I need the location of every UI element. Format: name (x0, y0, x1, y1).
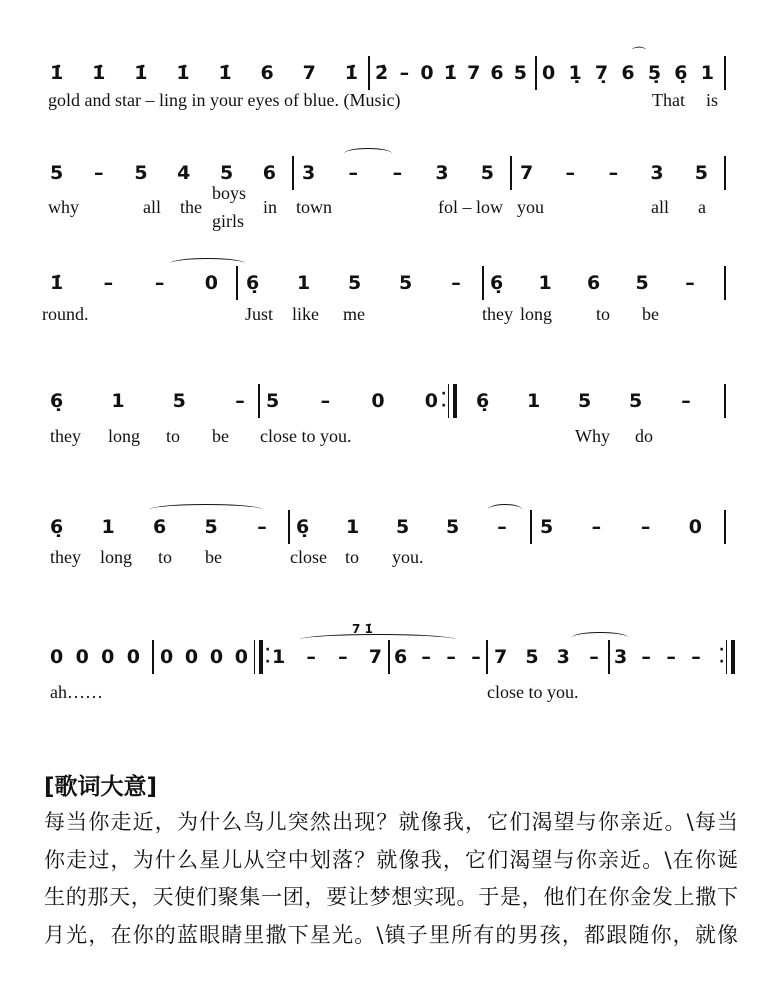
note: 6̣ (674, 62, 688, 84)
lyric: they (50, 547, 81, 567)
measure (50, 60, 358, 86)
note: 1 (527, 390, 541, 412)
paragraph-line: 生的那天，天使们聚集一团，要让梦想实现。于是，他们在你金发上撒下 (44, 885, 738, 909)
note: 5 (219, 162, 234, 184)
lyric: ah…… (50, 682, 103, 702)
note: 0 (688, 516, 702, 538)
note: – (446, 646, 456, 668)
note: 4 (177, 162, 191, 184)
note: – (399, 62, 410, 84)
barline (388, 640, 390, 674)
note: 5 (525, 646, 539, 668)
tie-slur (300, 634, 455, 645)
barline (152, 640, 154, 674)
note: 1̣ (568, 62, 582, 84)
lyric: be (205, 547, 222, 567)
note: 6 (262, 162, 276, 184)
note: 6̣ (296, 516, 310, 538)
barline (292, 156, 294, 190)
measure (540, 514, 702, 540)
note: 3 (614, 646, 628, 668)
note: 0 (209, 646, 224, 668)
measure (296, 514, 508, 540)
note: 5 (266, 390, 280, 412)
measure (50, 270, 218, 296)
note: 1 (111, 390, 125, 412)
lyric: all (651, 197, 669, 217)
note: – (103, 272, 114, 294)
barline (724, 510, 726, 544)
measure (50, 388, 246, 414)
note: 5 (396, 516, 410, 538)
note: 7 (302, 62, 316, 84)
paragraph-line: 每当你走近，为什么鸟儿突然出现？就像我，它们渴望与你亲近。\每当 (44, 810, 738, 834)
lyric: long (100, 547, 133, 567)
note: – (589, 646, 599, 668)
note: 6 (490, 62, 504, 84)
note: 1̇ (92, 62, 106, 84)
barline (482, 266, 484, 300)
lyric: to (166, 426, 181, 446)
note: 5 (513, 62, 527, 84)
measure (520, 160, 708, 186)
note: 6 (260, 62, 274, 84)
note: 1̇ (443, 62, 457, 84)
score-system (0, 506, 772, 606)
barline (535, 56, 537, 90)
lyric: Just (245, 304, 274, 324)
note: 1 (101, 516, 115, 538)
note: 6 (621, 62, 635, 84)
repeat-barline (448, 384, 457, 418)
lyric: to (596, 304, 611, 324)
barline (258, 384, 260, 418)
tie-slur (572, 632, 628, 643)
note: – (471, 646, 481, 668)
note: 3 (302, 162, 316, 184)
note: 1̇ (50, 62, 64, 84)
measure (490, 270, 696, 296)
tie-slur (488, 504, 522, 515)
note: 6̣ (490, 272, 504, 294)
lyric: girls (212, 211, 245, 231)
note: – (451, 272, 461, 294)
measure (476, 388, 692, 414)
lyric: do (635, 426, 653, 446)
measure (542, 60, 714, 86)
note: 6̣ (246, 272, 260, 294)
note: 6̣ (50, 516, 64, 538)
tie-slur (170, 258, 245, 269)
note: – (591, 516, 602, 538)
lyrics-meaning-title: [歌词大意] (44, 774, 158, 800)
lyric: long (108, 426, 141, 446)
note: 0 (371, 390, 385, 412)
lyric: they (482, 304, 513, 324)
measure (394, 644, 482, 670)
lyric: why (48, 197, 79, 217)
note: 1 (700, 62, 714, 84)
lyric: like (292, 304, 319, 324)
fermata-icon: ⌒ (632, 48, 646, 63)
score-system (0, 622, 772, 736)
note: 1̇ (344, 62, 358, 84)
lyric: close to you. (260, 426, 352, 446)
note: 6 (153, 516, 167, 538)
note: 5 (635, 272, 649, 294)
note: 7 (520, 162, 534, 184)
note: 5 (204, 516, 218, 538)
lyric: you (517, 197, 544, 217)
lyric: to (345, 547, 360, 567)
note: – (421, 646, 431, 668)
note: 0 (160, 646, 174, 668)
lyric: fol – low (438, 197, 503, 217)
measure (272, 644, 382, 670)
note: – (691, 646, 701, 668)
note: 0 (101, 646, 115, 668)
lyric: gold and star – ling in your eyes of blue. (Music) (48, 90, 401, 110)
lyric: long (520, 304, 553, 324)
measure (494, 644, 600, 670)
lyric: close (290, 547, 327, 567)
note: 3 (556, 646, 570, 668)
note: 5 (629, 390, 643, 412)
barline (724, 384, 726, 418)
paragraph-line: 你走过，为什么星儿从空中划落？就像我，它们渴望与你亲近。\在你诞 (44, 847, 738, 872)
repeat-barline (726, 640, 735, 674)
note: 1̇ (218, 62, 232, 84)
lyric: be (212, 426, 229, 446)
note: 5 (348, 272, 362, 294)
note: 0 (542, 62, 556, 84)
note: 5 (578, 390, 592, 412)
lyric: is (706, 90, 719, 110)
note: 5 (540, 516, 554, 538)
lyric: be (642, 304, 659, 324)
note: 6̣ (50, 390, 64, 412)
note: 3 (435, 162, 449, 184)
barline (368, 56, 370, 90)
barline (608, 640, 610, 674)
note: 7 (494, 646, 508, 668)
note: 6 (587, 272, 601, 294)
note: 5 (446, 516, 460, 538)
note: 1̇ (134, 62, 148, 84)
note: 5 (399, 272, 413, 294)
barline (486, 640, 488, 674)
note: – (608, 162, 619, 184)
note: 1 (272, 646, 286, 668)
note: 5̣ (647, 62, 662, 84)
measure (50, 644, 140, 670)
lyric: in (263, 197, 278, 217)
lyric: me (343, 304, 365, 324)
note: – (641, 646, 651, 668)
barline (724, 56, 726, 90)
repeat-barline (254, 640, 263, 674)
note: – (348, 162, 359, 184)
measure (375, 60, 527, 86)
score-system (0, 380, 772, 480)
repeat-dots: · · (265, 642, 271, 670)
note: – (640, 516, 651, 538)
note: – (94, 162, 104, 184)
measure (160, 644, 248, 670)
note: 3 (650, 162, 664, 184)
grace-notes: 7 1̇ (352, 622, 373, 636)
note: – (154, 272, 165, 294)
note: – (392, 162, 403, 184)
note: 1 (297, 272, 311, 294)
note: 1 (538, 272, 552, 294)
note: 0 (420, 62, 434, 84)
lyric: to (158, 547, 173, 567)
note: 5 (134, 162, 148, 184)
note: – (681, 390, 691, 412)
repeat-dots: · · (441, 386, 447, 414)
measure (302, 160, 494, 186)
note: 6̣ (476, 390, 490, 412)
note: 5 (480, 162, 494, 184)
note: – (235, 390, 245, 412)
score-system (0, 48, 772, 152)
lyric: all (143, 197, 161, 217)
measure (246, 270, 462, 296)
repeat-dots: · · (719, 642, 725, 670)
note: 0 (204, 272, 218, 294)
note: 5 (694, 162, 708, 184)
lyric: you. (392, 547, 424, 567)
note: 0 (234, 646, 248, 668)
paragraph-line: 月光，在你的蓝眼睛里撒下星光。\镇子里所有的男孩，都跟随你，就像 (44, 922, 738, 947)
lyric: boys (212, 183, 247, 203)
note: 1̇ (176, 62, 190, 84)
measure (50, 514, 268, 540)
score-system (0, 262, 772, 362)
note: 5 (50, 162, 64, 184)
lyric: they (50, 426, 81, 446)
barline (724, 266, 726, 300)
lyric: That (652, 90, 685, 110)
note: – (306, 646, 316, 668)
lyrics-meaning-paragraph (44, 804, 738, 954)
note: 2̇ (375, 62, 389, 84)
note: – (320, 390, 331, 412)
measure (614, 644, 702, 670)
note: – (497, 516, 507, 538)
lyric: close to you. (487, 682, 579, 702)
note: – (685, 272, 695, 294)
measure (266, 388, 438, 414)
barline (288, 510, 290, 544)
barline (724, 156, 726, 190)
barline (530, 510, 532, 544)
tie-slur (150, 504, 262, 515)
note: 7̣ (594, 62, 609, 84)
barline (236, 266, 238, 300)
note: 0 (75, 646, 89, 668)
note: – (666, 646, 676, 668)
note: 5 (172, 390, 186, 412)
note: 1 (346, 516, 360, 538)
note: 0 (50, 646, 64, 668)
note: – (338, 646, 348, 668)
note: 6 (394, 646, 408, 668)
note: 0 (126, 646, 140, 668)
note: 7 (467, 62, 481, 84)
note: – (257, 516, 267, 538)
note: 1̇ (50, 272, 64, 294)
note: 7 (368, 646, 382, 668)
barline (510, 156, 512, 190)
tie-slur (344, 148, 392, 159)
note: 0 (184, 646, 199, 668)
score-system (0, 152, 772, 252)
note: – (565, 162, 576, 184)
lyric: Why (575, 426, 610, 446)
note: 0 (424, 390, 438, 412)
lyric: round. (42, 304, 89, 324)
lyric: a (698, 197, 706, 217)
lyric: the (180, 197, 202, 217)
lyric: town (296, 197, 332, 217)
